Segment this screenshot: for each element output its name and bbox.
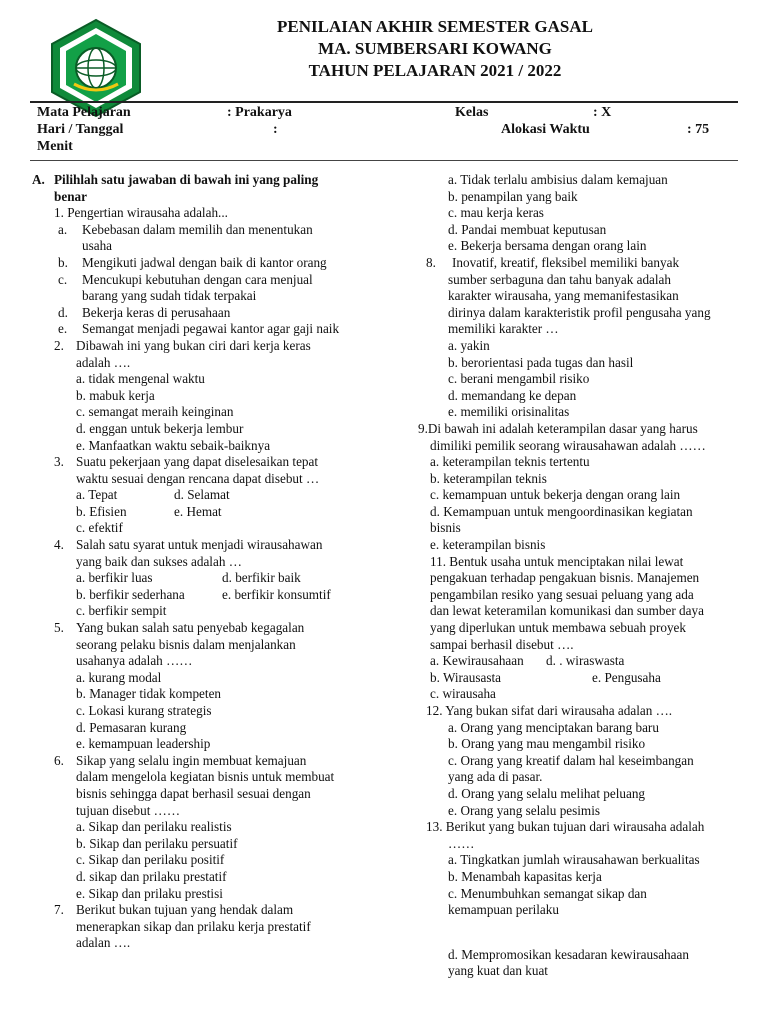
q11-option-e: e. Pengusaha: [592, 669, 661, 685]
question-13-cont: ……: [448, 835, 475, 851]
question-number: 2.: [54, 337, 64, 353]
question-6-cont: dalam mengelola kegiatan bisnis untuk membuat: [76, 769, 335, 785]
option-marker: c.: [58, 271, 68, 287]
q6-option-c: c. Sikap dan perilaku positif: [76, 852, 225, 868]
q9-option-b: b. keterampilan teknis: [430, 470, 547, 486]
question-11-cont: pengambilan resiko yang sesuai peluang yang ada: [430, 586, 694, 602]
q8-option-e: e. memiliki orisinalitas: [448, 404, 570, 420]
title-line-1: PENILAIAN AKHIR SEMESTER GASAL: [277, 17, 593, 36]
q9-option-c: c. kemampuan untuk bekerja dengan orang lain: [430, 487, 681, 503]
question-2-cont: adalah ….: [76, 354, 131, 370]
day-date-label: Hari / Tanggal: [37, 122, 124, 137]
q4-option-b: b. berfikir sederhana: [76, 586, 185, 602]
question-11-cont: pengakuan terhadap pengakuan bisnis. Manajemen: [430, 570, 700, 586]
question-6-cont: bisnis sehingga dapat berhasil sesuai dengan: [76, 785, 311, 801]
title-line-2: MA. SUMBERSARI KOWANG: [318, 39, 552, 58]
class-value: : X: [593, 105, 612, 120]
question-2: Dibawah ini yang bukan ciri dari kerja keras: [76, 337, 311, 353]
q8-option-c: c. berani mengambil risiko: [448, 371, 590, 387]
q9-option-d: d. Kemampuan untuk mengoordinasikan kegiatan: [430, 503, 693, 519]
q13-option-b: b. Menambah kapasitas kerja: [448, 868, 602, 884]
q1-option-c-cont: barang yang sudah tidak terpakai: [82, 288, 257, 304]
q4-option-c: c. berfikir sempit: [76, 603, 167, 619]
q2-option-d: d. enggan untuk bekerja lembur: [76, 420, 244, 436]
q12-option-d: d. Orang yang selalu melihat peluang: [448, 785, 646, 801]
q7-option-c: c. mau kerja keras: [448, 205, 544, 221]
q6-option-b: b. Sikap dan perilaku persuatif: [76, 835, 238, 851]
question-3: Suatu pekerjaan yang dapat diselesaikan tepat: [76, 454, 319, 470]
q9-option-a: a. keterampilan teknis tertentu: [430, 454, 590, 470]
question-4: Salah satu syarat untuk menjadi wirausahawan: [76, 537, 323, 553]
q7-option-a: a. Tidak terlalu ambisius dalam kemajuan: [448, 172, 668, 187]
q2-option-c: c. semangat meraih keinginan: [76, 404, 234, 420]
q9-option-d-cont: bisnis: [430, 520, 461, 536]
q3-option-c: c. efektif: [76, 520, 123, 536]
q13-option-c: c. Menumbuhkan semangat sikap dan: [448, 885, 647, 901]
question-5: Yang bukan salah satu penyebab kegagalan: [76, 620, 305, 636]
question-11-cont: yang diperlukan untuk membawa sebuah proyek: [430, 620, 686, 636]
q7-option-e: e. Bekerja bersama dengan orang lain: [448, 238, 647, 254]
q7-option-d: d. Pandai membuat keputusan: [448, 221, 607, 237]
q5-option-a: a. kurang modal: [76, 669, 162, 685]
q11-option-a: a. Kewirausahaan: [430, 653, 524, 669]
question-12: 12. Yang bukan sifat dari wirausaha adalan ….: [426, 703, 673, 718]
q5-option-c: c. Lokasi kurang strategis: [76, 703, 212, 718]
question-7-cont: menerapkan sikap dan prilaku kerja prestatif: [76, 918, 311, 934]
section-a-instruction-cont: benar: [54, 188, 87, 204]
q4-option-a: a. berfikir luas: [76, 570, 153, 586]
minutes-label: Menit: [37, 139, 73, 154]
q1-option-a-cont: usaha: [82, 238, 113, 254]
question-number: 3.: [54, 454, 64, 470]
subject-value: : Prakarya: [227, 105, 292, 120]
option-marker: d.: [58, 304, 68, 320]
time-allocation-value: : 75: [687, 122, 710, 137]
q6-option-a: a. Sikap dan perilaku realistis: [76, 819, 232, 835]
q5-option-d: d. Pemasaran kurang: [76, 719, 187, 735]
q6-option-d: d. sikap dan prilaku prestatif: [76, 868, 227, 884]
section-a-instruction: Pilihlah satu jawaban di bawah ini yang paling: [54, 172, 319, 187]
question-9: 9.Di bawah ini adalah keterampilan dasar yang harus: [418, 420, 698, 436]
q13-option-c-cont: kemampuan perilaku: [448, 902, 559, 918]
question-5-cont: seorang pelaku bisnis dalam menjalankan: [76, 636, 296, 652]
q5-option-e: e. kemampuan leadership: [76, 736, 211, 752]
question-8-cont: sumber serbaguna dan tahu banyak adalah: [448, 271, 672, 287]
q12-option-c: c. Orang yang kreatif dalam hal keseimbangan: [448, 752, 694, 768]
q8-option-d: d. memandang ke depan: [448, 387, 577, 403]
question-5-cont: usahanya adalah ……: [76, 653, 193, 669]
q6-option-e: e. Sikap dan prilaku prestisi: [76, 885, 223, 901]
section-a-marker: A.: [32, 172, 45, 187]
question-8-cont: karakter wirausaha, yang memanifestasikan: [448, 288, 679, 304]
option-marker: e.: [58, 321, 68, 337]
exam-info: [37, 104, 737, 155]
question-11: 11. Bentuk usaha untuk menciptakan nilai lewat: [430, 553, 684, 569]
q1-option-d: Bekerja keras di perusahaan: [82, 304, 231, 320]
q2-option-b: b. mabuk kerja: [76, 387, 155, 403]
q3-option-d: d. Selamat: [174, 487, 230, 503]
exam-title-block: [180, 16, 690, 82]
left-column: [32, 172, 352, 952]
q12-option-c-cont: yang ada di pasar.: [448, 769, 543, 785]
q11-option-c: c. wirausaha: [430, 686, 496, 702]
question-3-cont: waktu sesuai dengan rencana dapat disebut …: [76, 470, 320, 486]
q2-option-e: e. Manfaatkan waktu sebaik-baiknya: [76, 437, 271, 453]
q11-option-d: d. . wiraswasta: [546, 653, 625, 669]
class-label: Kelas: [455, 105, 489, 120]
madrasah-logo: [44, 18, 148, 118]
q5-option-b: b. Manager tidak kompeten: [76, 686, 222, 702]
option-marker: b.: [58, 254, 68, 270]
time-allocation-label: Alokasi Waktu: [501, 122, 590, 137]
question-6: Sikap yang selalu ingin membuat kemajuan: [76, 752, 307, 768]
q4-option-e: e. berfikir konsumtif: [222, 586, 331, 602]
question-7-cont: adalan ….: [76, 935, 131, 951]
q3-option-e: e. Hemat: [174, 503, 222, 519]
option-marker: a.: [58, 221, 68, 237]
q3-option-b: b. Efisien: [76, 503, 127, 519]
header-divider: [30, 101, 738, 103]
question-6-cont: tujuan disebut ……: [76, 802, 181, 818]
q2-option-a: a. tidak mengenal waktu: [76, 371, 205, 387]
day-date-value: :: [273, 122, 278, 137]
q1-option-a: Kebebasan dalam memilih dan menentukan: [82, 221, 313, 237]
q4-option-d: d. berfikir baik: [222, 570, 301, 586]
q13-option-a: a. Tingkatkan jumlah wirausahawan berkualitas: [448, 852, 700, 868]
q13-option-d-cont: yang kuat dan kuat: [448, 963, 548, 979]
question-number: 7.: [54, 902, 64, 918]
q1-option-c: Mencukupi kebutuhan dengan cara menjual: [82, 271, 313, 287]
question-4-cont: yang baik dan sukses adalah …: [76, 553, 242, 569]
q12-option-b: b. Orang yang mau mengambil risiko: [448, 736, 646, 752]
question-number: 8.: [426, 254, 436, 270]
title-line-3: TAHUN PELAJARAN 2021 / 2022: [308, 61, 562, 80]
q9-option-e: e. keterampilan bisnis: [430, 537, 546, 553]
q8-option-b: b. berorientasi pada tugas dan hasil: [448, 354, 634, 370]
q1-option-e: Semangat menjadi pegawai kantor agar gaji naik: [82, 321, 340, 337]
question-9-cont: dimiliki pemilik seorang wirausahawan adalah ……: [430, 437, 706, 453]
right-column: [418, 172, 738, 980]
question-1: 1. Pengertian wirausaha adalah...: [54, 205, 228, 221]
q13-option-d: d. Mempromosikan kesadaran kewirausahaan: [448, 946, 689, 962]
q12-option-a: a. Orang yang menciptakan barang baru: [448, 719, 659, 735]
question-7: Berikut bukan tujuan yang hendak dalam: [76, 902, 294, 918]
question-number: 5.: [54, 620, 64, 636]
q7-option-b: b. penampilan yang baik: [448, 188, 578, 204]
question-8: Inovatif, kreatif, fleksibel memiliki banyak: [452, 254, 680, 270]
question-13: 13. Berikut yang bukan tujuan dari wirausaha adalah: [426, 819, 705, 835]
question-number: 4.: [54, 537, 64, 553]
question-11-cont: dan lewat keteramilan komunikasi dan sumber daya: [430, 603, 704, 619]
subject-label: Mata Pelajaran: [37, 105, 131, 120]
question-number: 6.: [54, 752, 64, 768]
q8-option-a: a. yakin: [448, 337, 490, 353]
question-8-cont: memiliki karakter …: [448, 321, 559, 337]
q3-option-a: a. Tepat: [76, 487, 118, 503]
q11-option-b: b. Wirausasta: [430, 669, 502, 685]
question-8-cont: dirinya dalam karakteristik profil pengusaha yang: [448, 304, 711, 320]
q1-option-b: Mengikuti jadwal dengan baik di kantor orang: [82, 254, 327, 270]
q12-option-e: e. Orang yang selalu pesimis: [448, 802, 600, 818]
info-divider: [30, 160, 738, 161]
question-11-cont: sampai berhasil disebut ….: [430, 636, 574, 652]
